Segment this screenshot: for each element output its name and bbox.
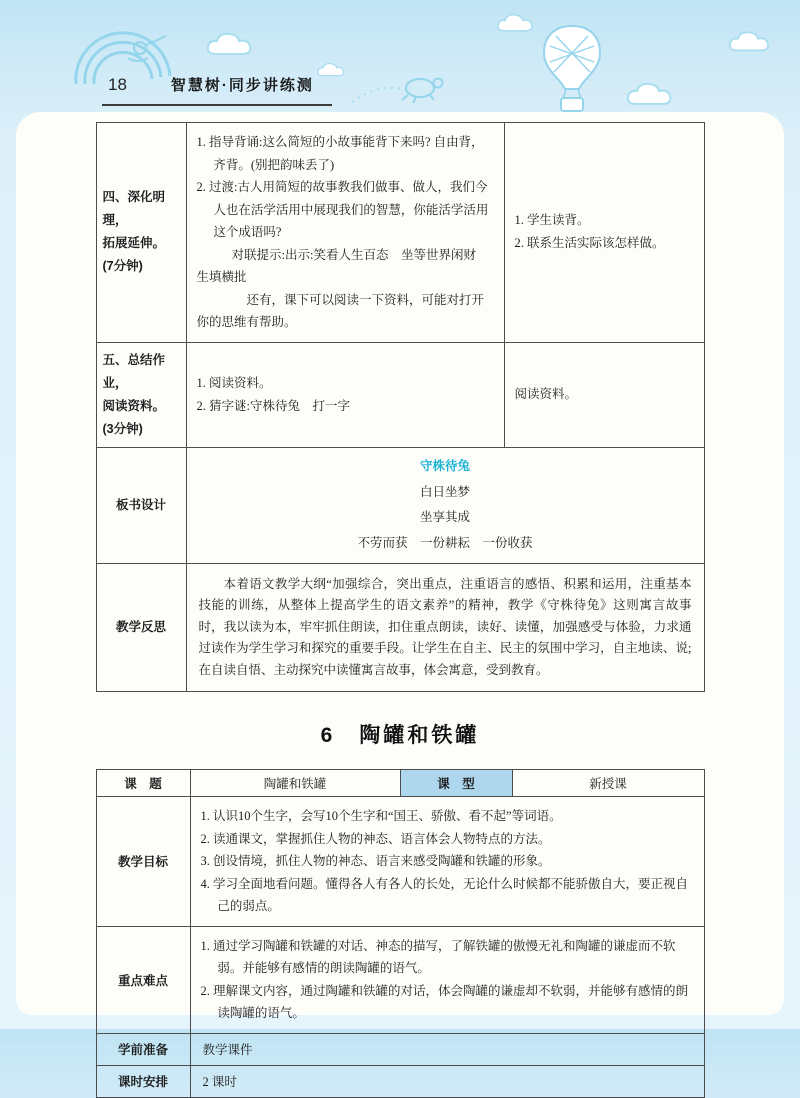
text-line: 1. 阅读资料。: [196, 376, 272, 391]
label-line: 阅读资料。: [102, 398, 166, 413]
preparation-value: 教学课件: [190, 1033, 704, 1065]
stage-label-reflection: 教学反思: [96, 563, 186, 692]
table-row-summary: [96, 342, 704, 448]
label-line: 五、总结作业，: [102, 352, 166, 390]
text-line: 2. 过渡:古人用简短的故事教我们做事、做人，我们今人也在活学活用中展现我们的智慧，你能活学活用这个成语吗?: [196, 180, 489, 239]
label-line: (7分钟): [102, 259, 143, 274]
text-line: 2. 猜字谜:守株待兔 打一字: [196, 398, 350, 413]
page-number: 18: [108, 75, 127, 94]
keypoints-label: 重点难点: [96, 926, 190, 1033]
lesson-info-table: [96, 769, 705, 1098]
text-line: 1. 认识10个生字，会写10个生字和“国王、骄傲、看不起”等词语。: [200, 809, 562, 823]
cloud-icon: [730, 32, 768, 50]
schedule-label: 课时安排: [96, 1065, 190, 1097]
label-line: (3分钟): [102, 421, 143, 436]
keypoints-cell: [190, 926, 704, 1033]
table-row-schedule: [96, 1065, 704, 1097]
student-activity-cell: [504, 342, 704, 448]
text-line: 对联提示:出示:笑看人生百态 坐等世界闲财 生填横批: [196, 247, 489, 284]
goals-label: 教学目标: [96, 797, 190, 927]
board-design-cell: [186, 448, 704, 564]
goals-cell: [190, 797, 704, 927]
text-line: 阅读资料。: [514, 386, 578, 401]
cloud-icon: [628, 84, 670, 104]
section-title: 6 陶罐和铁罐: [320, 724, 480, 747]
label-line: 拓展延伸。: [102, 236, 166, 251]
preparation-label: 学前准备: [96, 1033, 190, 1065]
sea-turtle-icon: [402, 79, 443, 104]
table-row-board-design: [96, 448, 704, 564]
page-header: [102, 74, 332, 106]
stage-label-summary: [96, 342, 186, 448]
teacher-activity-cell: [186, 123, 504, 343]
content-panel: [16, 112, 784, 1089]
board-line: 坐享其成: [419, 510, 470, 525]
teacher-activity-cell: [186, 342, 504, 448]
text-line: 3. 创设情境，抓住人物的神态、语言来感受陶罐和铁罐的形象。: [200, 854, 551, 868]
text-line: 2. 读通课文，掌握抓住人物的神态、语言体会人物特点的方法。: [200, 831, 551, 846]
lesson-type-label: 课 型: [400, 770, 512, 797]
text-line: 1. 学生读背。: [514, 212, 590, 227]
text-line: 1. 通过学习陶罐和铁罐的对话、神态的描写，了解铁罐的傲慢无礼和陶罐的谦虚而不软弱。并能够有感情的朗读陶罐的语气。: [200, 938, 676, 975]
table-row-topic: [96, 770, 704, 797]
student-activity-cell: [504, 123, 704, 343]
text-line: 4. 学习全面地看问题。懂得各人有各人的长处，无论什么时候都不能骄傲自大，要正视自己的弱点。: [200, 876, 689, 913]
text-line: 1. 指导背诵:这么简短的小故事能背下来吗? 自由背，齐背。(别把韵味丢了): [196, 135, 484, 172]
table-row-keypoints: [96, 926, 704, 1033]
reflection-text: 本着语文教学大纲“加强综合，突出重点，注重语言的感悟、积累和运用，注重基本技能的训练，从整体上提高学生的语文素养”的精神，教学《守株待兔》这则寓言故事时，我以读为本，牢牢抓住朗读，扣住重点朗读，读好、读懂，加强感受与体验，力求通过读作为学生学习和探究的重要手段。让学生在自主、民主的氛围中学习，自主地读、说;在自读自悟、主动探究中读懂寓言故事，体会寓意，受到教育。: [198, 576, 692, 677]
table-row-deepen: [96, 123, 704, 343]
board-line: 白日坐梦: [419, 484, 470, 499]
dotted-trail: [352, 88, 406, 102]
table-row-preparation: [96, 1033, 704, 1065]
reflection-cell: [186, 563, 704, 692]
topic-value: 陶罐和铁罐: [190, 770, 400, 797]
text-line: 2. 联系生活实际该怎样做。: [514, 236, 665, 251]
board-title: 守株待兔: [419, 459, 470, 473]
lesson-plan-table: [96, 122, 705, 692]
table-row-reflection: [96, 563, 704, 692]
label-line: 四、深化明理，: [102, 190, 166, 228]
board-line: 不劳而获 一份耕耘 一份收获: [357, 535, 533, 550]
lesson-type-value: 新授课: [512, 770, 704, 797]
cloud-icon: [208, 34, 250, 54]
table-row-goals: [96, 797, 704, 927]
hot-air-balloon-icon: [544, 26, 600, 111]
stage-label-board: 板书设计: [96, 448, 186, 564]
stage-label-deepen: [96, 123, 186, 343]
book-title: 智慧树·同步讲练测: [170, 77, 314, 94]
topic-label: 课 题: [96, 770, 190, 797]
text-line: 2. 理解课文内容，通过陶罐和铁罐的对话，体会陶罐的谦虚却不软弱，并能够有感情的朗读陶罐的语气。: [200, 983, 689, 1020]
schedule-value: 2 课时: [190, 1065, 704, 1097]
text-line: 还有，课下可以阅读一下资料，可能对打开你的思维有帮助。: [196, 292, 485, 329]
cloud-icon: [498, 15, 532, 31]
